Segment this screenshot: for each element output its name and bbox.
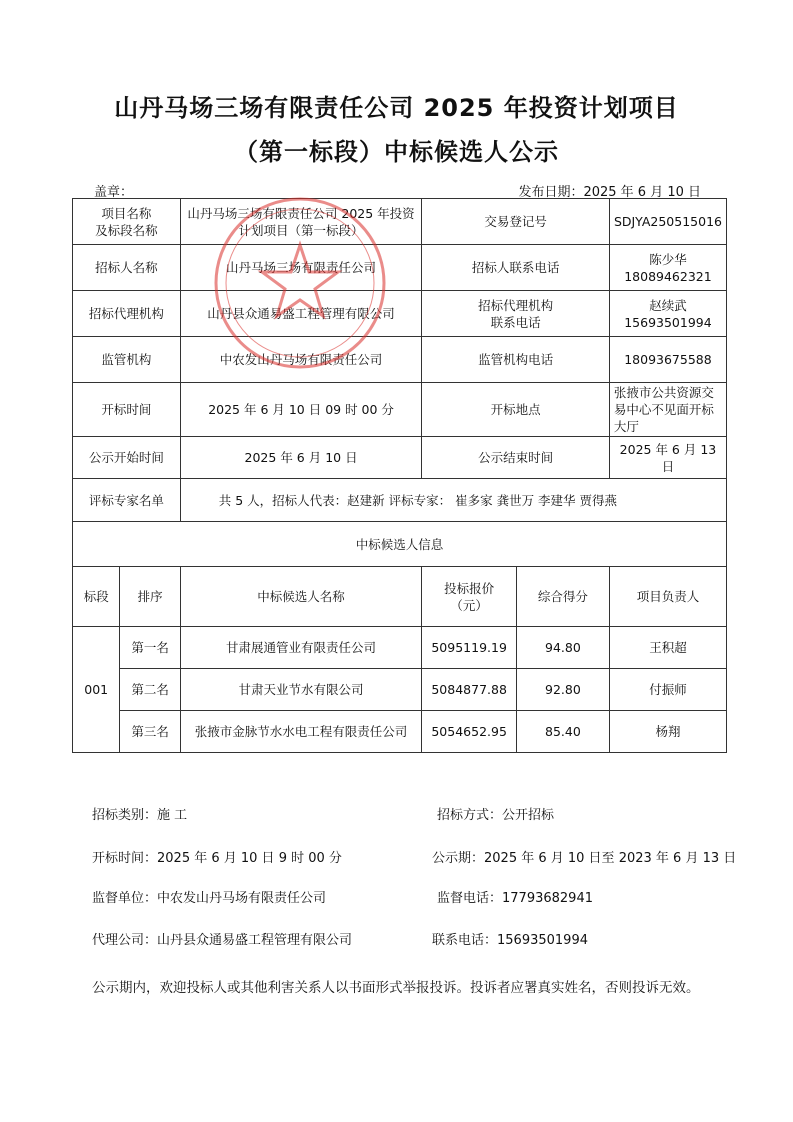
tenderer-contact-cell bbox=[609, 245, 726, 291]
candidate-name: 张掖市金脉节水水电工程有限责任公司 bbox=[180, 711, 422, 753]
agency-label: 招标代理机构 bbox=[73, 291, 181, 337]
document-title-line1: 山丹马场三场有限责任公司 2025 年投资计划项目 bbox=[114, 94, 679, 122]
footer-pub-period: 公示期：2025 年 6 月 10 日至 2023 年 6 月 13 日 bbox=[432, 851, 737, 866]
supervisor-phone-label: 监管机构电话 bbox=[422, 337, 610, 383]
candidate-bid: 5095119.19 bbox=[422, 627, 517, 669]
agency-phone-label-line1: 招标代理机构 bbox=[478, 297, 554, 313]
agency-contact-cell bbox=[609, 291, 726, 337]
project-value: 山丹马场三场有限责任公司 2025 年投资计划项目（第一标段） bbox=[180, 199, 422, 245]
row-project bbox=[73, 199, 727, 245]
agency-contact: 赵续武 bbox=[649, 297, 687, 313]
supervisor-phone: 18093675588 bbox=[609, 337, 726, 383]
row-open-time bbox=[73, 383, 727, 437]
col-bid-header bbox=[422, 567, 517, 627]
publish-date: 发布日期：2025 年 6 月 10 日 bbox=[518, 185, 701, 200]
col-name-header: 中标候选人名称 bbox=[180, 567, 422, 627]
row-candidates-header bbox=[73, 522, 727, 567]
footer-supervisor-phone: 监督电话：17793682941 bbox=[437, 891, 593, 906]
row-column-headers bbox=[73, 567, 727, 627]
candidate-bid: 5084877.88 bbox=[422, 669, 517, 711]
open-place-label: 开标地点 bbox=[422, 383, 610, 437]
row-tenderer bbox=[73, 245, 727, 291]
candidate-score: 92.80 bbox=[516, 669, 609, 711]
col-score-header: 综合得分 bbox=[516, 567, 609, 627]
project-label-line2: 及标段名称 bbox=[95, 222, 158, 238]
table-row bbox=[73, 711, 727, 753]
pub-end-value: 2025 年 6 月 13 日 bbox=[609, 437, 726, 479]
agency-value: 山丹县众通易盛工程管理有限公司 bbox=[180, 291, 422, 337]
tenderer-phone: 18089462321 bbox=[624, 268, 712, 284]
row-experts bbox=[73, 479, 727, 522]
tenderer-value: 山丹马场三场有限责任公司 bbox=[180, 245, 422, 291]
footer-method: 招标方式：公开招标 bbox=[437, 808, 555, 823]
col-bid-header-line1: 投标报价 bbox=[444, 580, 495, 596]
candidates-header: 中标候选人信息 bbox=[73, 522, 727, 567]
candidate-name: 甘肃天业节水有限公司 bbox=[180, 669, 422, 711]
col-rank-header: 排序 bbox=[120, 567, 180, 627]
complaint-notice: 公示期内，欢迎投标人或其他利害关系人以书面形式举报投诉。投诉者应署真实姓名，否则投诉无效。 bbox=[92, 980, 700, 996]
candidate-bid: 5054652.95 bbox=[422, 711, 517, 753]
experts-label: 评标专家名单 bbox=[73, 479, 181, 522]
row-agency bbox=[73, 291, 727, 337]
footer-category: 招标类别：施 工 bbox=[92, 808, 188, 823]
agency-phone-label-line2: 联系电话 bbox=[490, 314, 541, 330]
open-time-value: 2025 年 6 月 10 日 09 时 00 分 bbox=[180, 383, 422, 437]
tenderer-label: 招标人名称 bbox=[73, 245, 181, 291]
candidate-score: 85.40 bbox=[516, 711, 609, 753]
candidate-rank: 第一名 bbox=[120, 627, 180, 669]
candidate-manager: 王积超 bbox=[609, 627, 726, 669]
trade-reg-label: 交易登记号 bbox=[422, 199, 610, 245]
candidate-rank: 第三名 bbox=[120, 711, 180, 753]
candidate-rank: 第二名 bbox=[120, 669, 180, 711]
document-title-line2: （第一标段）中标候选人公示 bbox=[234, 138, 559, 166]
candidate-manager: 付振师 bbox=[609, 669, 726, 711]
candidate-announcement-table bbox=[72, 198, 727, 753]
footer-contact-phone: 联系电话：15693501994 bbox=[432, 933, 588, 948]
agency-phone-label-cell bbox=[422, 291, 610, 337]
col-section-header: 标段 bbox=[73, 567, 120, 627]
pub-start-label: 公示开始时间 bbox=[73, 437, 181, 479]
pub-end-label: 公示结束时间 bbox=[422, 437, 610, 479]
project-label-cell bbox=[73, 199, 181, 245]
supervisor-value: 中农发山丹马场有限责任公司 bbox=[180, 337, 422, 383]
pub-start-value: 2025 年 6 月 10 日 bbox=[180, 437, 422, 479]
candidate-score: 94.80 bbox=[516, 627, 609, 669]
tenderer-contact: 陈少华 bbox=[649, 251, 687, 267]
section-number: 001 bbox=[73, 627, 120, 753]
supervisor-label: 监管机构 bbox=[73, 337, 181, 383]
col-bid-header-line2: （元） bbox=[450, 597, 488, 613]
open-time-label: 开标时间 bbox=[73, 383, 181, 437]
project-label-line1: 项目名称 bbox=[101, 205, 152, 221]
col-manager-header: 项目负责人 bbox=[609, 567, 726, 627]
candidate-name: 甘肃展通管业有限责任公司 bbox=[180, 627, 422, 669]
trade-reg-value: SDJYA250515016 bbox=[609, 199, 726, 245]
candidate-manager: 杨翔 bbox=[609, 711, 726, 753]
experts-value: 共 5 人，招标人代表：赵建新 评标专家： 崔多家 龚世万 李建华 贾得燕 bbox=[180, 479, 726, 522]
footer-supervisor-unit: 监督单位：中农发山丹马场有限责任公司 bbox=[92, 891, 327, 906]
open-place-value: 张掖市公共资源交易中心不见面开标大厅 bbox=[609, 383, 726, 437]
footer-agent-company: 代理公司：山丹县众通易盛工程管理有限公司 bbox=[92, 933, 353, 948]
row-publication bbox=[73, 437, 727, 479]
footer-open-time: 开标时间：2025 年 6 月 10 日 9 时 00 分 bbox=[92, 851, 342, 866]
seal-label: 盖章： bbox=[94, 185, 134, 200]
table-row bbox=[73, 669, 727, 711]
table-row bbox=[73, 627, 727, 669]
row-supervisor bbox=[73, 337, 727, 383]
tenderer-phone-label: 招标人联系电话 bbox=[422, 245, 610, 291]
agency-phone: 15693501994 bbox=[624, 314, 712, 330]
